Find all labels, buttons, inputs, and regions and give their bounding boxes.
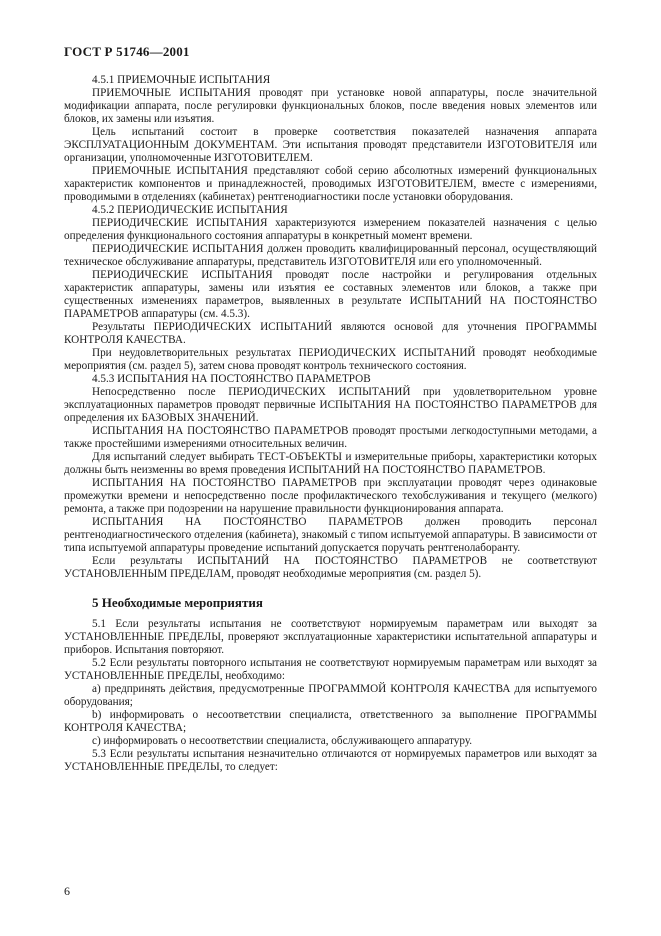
paragraph: ИСПЫТАНИЯ НА ПОСТОЯНСТВО ПАРАМЕТРОВ при эксплуатации проводят через одинаковые промежутки времени и непосредственно после профилактического техобслуживания и текущего (мелкого) ремонта, а также при подозрении на нарушение правильности функционирования аппарата.: [64, 477, 597, 515]
paragraph: 5.1 Если результаты испытания не соответствуют нормируемым параметрам или выходят за УСТАНОВЛЕННЫЕ ПРЕДЕЛЫ, проверяют эксплуатационные характеристики испытательной аппаратуры и приборов. Испытания повторяют.: [64, 618, 597, 656]
section-heading-5: 5 Необходимые мероприятия: [92, 595, 263, 610]
subsection-heading-4-5-2: 4.5.2 ПЕРИОДИЧЕСКИЕ ИСПЫТАНИЯ: [92, 204, 288, 216]
page-number: 6: [64, 884, 70, 898]
paragraph: ПЕРИОДИЧЕСКИЕ ИСПЫТАНИЯ должен проводить квалифицированный персонал, осуществляющий техническое обслуживание аппаратуры, представитель ИЗГОТОВИТЕЛЯ или его уполномоченный.: [64, 243, 597, 268]
paragraph: Если результаты ИСПЫТАНИЙ НА ПОСТОЯНСТВО ПАРАМЕТРОВ не соответствуют УСТАНОВЛЕННЫМ ПРЕДЕЛАМ, проводят необходимые мероприятия (см. раздел 5).: [64, 555, 597, 580]
paragraph: ПЕРИОДИЧЕСКИЕ ИСПЫТАНИЯ проводят после настройки и регулирования отдельных характеристик аппаратуры, замены или изъятия ее составных элементов или блоков, а также при существенных изменениях параметров, выявленных в результате ИСПЫТАНИЙ НА ПОСТОЯНСТВО ПАРАМЕТРОВ аппаратуры (см. 4.5.3).: [64, 269, 597, 320]
paragraph: ИСПЫТАНИЯ НА ПОСТОЯНСТВО ПАРАМЕТРОВ проводят простыми легкодоступными методами, а также простейшими измерениями относительных величин.: [64, 425, 597, 450]
list-item: а) предпринять действия, предусмотренные ПРОГРАММОЙ КОНТРОЛЯ КАЧЕСТВА для испытуемого оборудования;: [64, 683, 597, 708]
paragraph: ПЕРИОДИЧЕСКИЕ ИСПЫТАНИЯ характеризуются измерением показателей назначения с целью определения функционального состояния аппаратуры в конкретный момент времени.: [64, 217, 597, 242]
subsection-heading-4-5-1: 4.5.1 ПРИЕМОЧНЫЕ ИСПЫТАНИЯ: [92, 74, 271, 86]
subsection-heading-4-5-3: 4.5.3 ИСПЫТАНИЯ НА ПОСТОЯНСТВО ПАРАМЕТРОВ: [92, 373, 371, 385]
paragraph: ПРИЕМОЧНЫЕ ИСПЫТАНИЯ представляют собой серию абсолютных измерений функциональных характеристик компонентов и принадлежностей, проводимых ИЗГОТОВИТЕЛЕМ, вместе с измерениями, проводимыми в отделениях (кабинетах) рентгенодиагностики после установки оборудования.: [64, 165, 597, 203]
paragraph: ПРИЕМОЧНЫЕ ИСПЫТАНИЯ проводят при установке новой аппаратуры, после значительной модификации аппарата, после регулировки функциональных блоков, после введения новых элементов или блоков, их замены или изъятия.: [64, 87, 597, 125]
paragraph: Результаты ПЕРИОДИЧЕСКИХ ИСПЫТАНИЙ являются основой для уточнения ПРОГРАММЫ КОНТРОЛЯ КАЧЕСТВА.: [64, 321, 597, 346]
paragraph: ИСПЫТАНИЯ НА ПОСТОЯНСТВО ПАРАМЕТРОВ должен проводить персонал рентгенодиагностического отделения (кабинета), знакомый с типом испытуемой аппаратуры. В зависимости от типа испытуемой аппаратуры проведение испытаний допускается поручать рентгенолаборанту.: [64, 516, 597, 554]
paragraph: При неудовлетворительных результатах ПЕРИОДИЧЕСКИХ ИСПЫТАНИЙ проводят необходимые мероприятия (см. раздел 5), затем снова проводят контроль технического состояния.: [64, 347, 597, 372]
paragraph: Цель испытаний состоит в проверке соответствия показателей назначения аппарата ЭКСПЛУАТАЦИОННЫМ ДОКУМЕНТАМ. Эти испытания проводят представители ИЗГОТОВИТЕЛЯ или организации, уполномоченные ИЗГОТОВИТЕЛЕМ.: [64, 126, 597, 164]
paragraph: Для испытаний следует выбирать ТЕСТ-ОБЪЕКТЫ и измерительные приборы, характеристики которых должны быть неизменны во время проведения ИСПЫТАНИЙ НА ПОСТОЯНСТВО ПАРАМЕТРОВ.: [64, 451, 597, 476]
paragraph: 5.3 Если результаты испытания незначительно отличаются от нормируемых параметров или выходят за УСТАНОВЛЕННЫЕ ПРЕДЕЛЫ, то следует:: [64, 748, 597, 773]
paragraph: 5.2 Если результаты повторного испытания не соответствуют нормируемым параметрам или выходят за УСТАНОВЛЕННЫЕ ПРЕДЕЛЫ, необходимо:: [64, 657, 597, 682]
document-header: ГОСТ Р 51746—2001: [64, 44, 190, 59]
paragraph: Непосредственно после ПЕРИОДИЧЕСКИХ ИСПЫТАНИЙ при удовлетворительном уровне эксплуатационных параметров проводят первичные ИСПЫТАНИЯ НА ПОСТОЯНСТВО ПАРАМЕТРОВ для определения их БАЗОВЫХ ЗНАЧЕНИЙ.: [64, 386, 597, 424]
list-item: b) информировать о несоответствии специалиста, ответственного за выполнение ПРОГРАММЫ КОНТРОЛЯ КАЧЕСТВА;: [64, 709, 597, 734]
list-item: c) информировать о несоответствии специалиста, обслуживающего аппаратуру.: [92, 735, 473, 747]
document-body: [64, 74, 597, 774]
